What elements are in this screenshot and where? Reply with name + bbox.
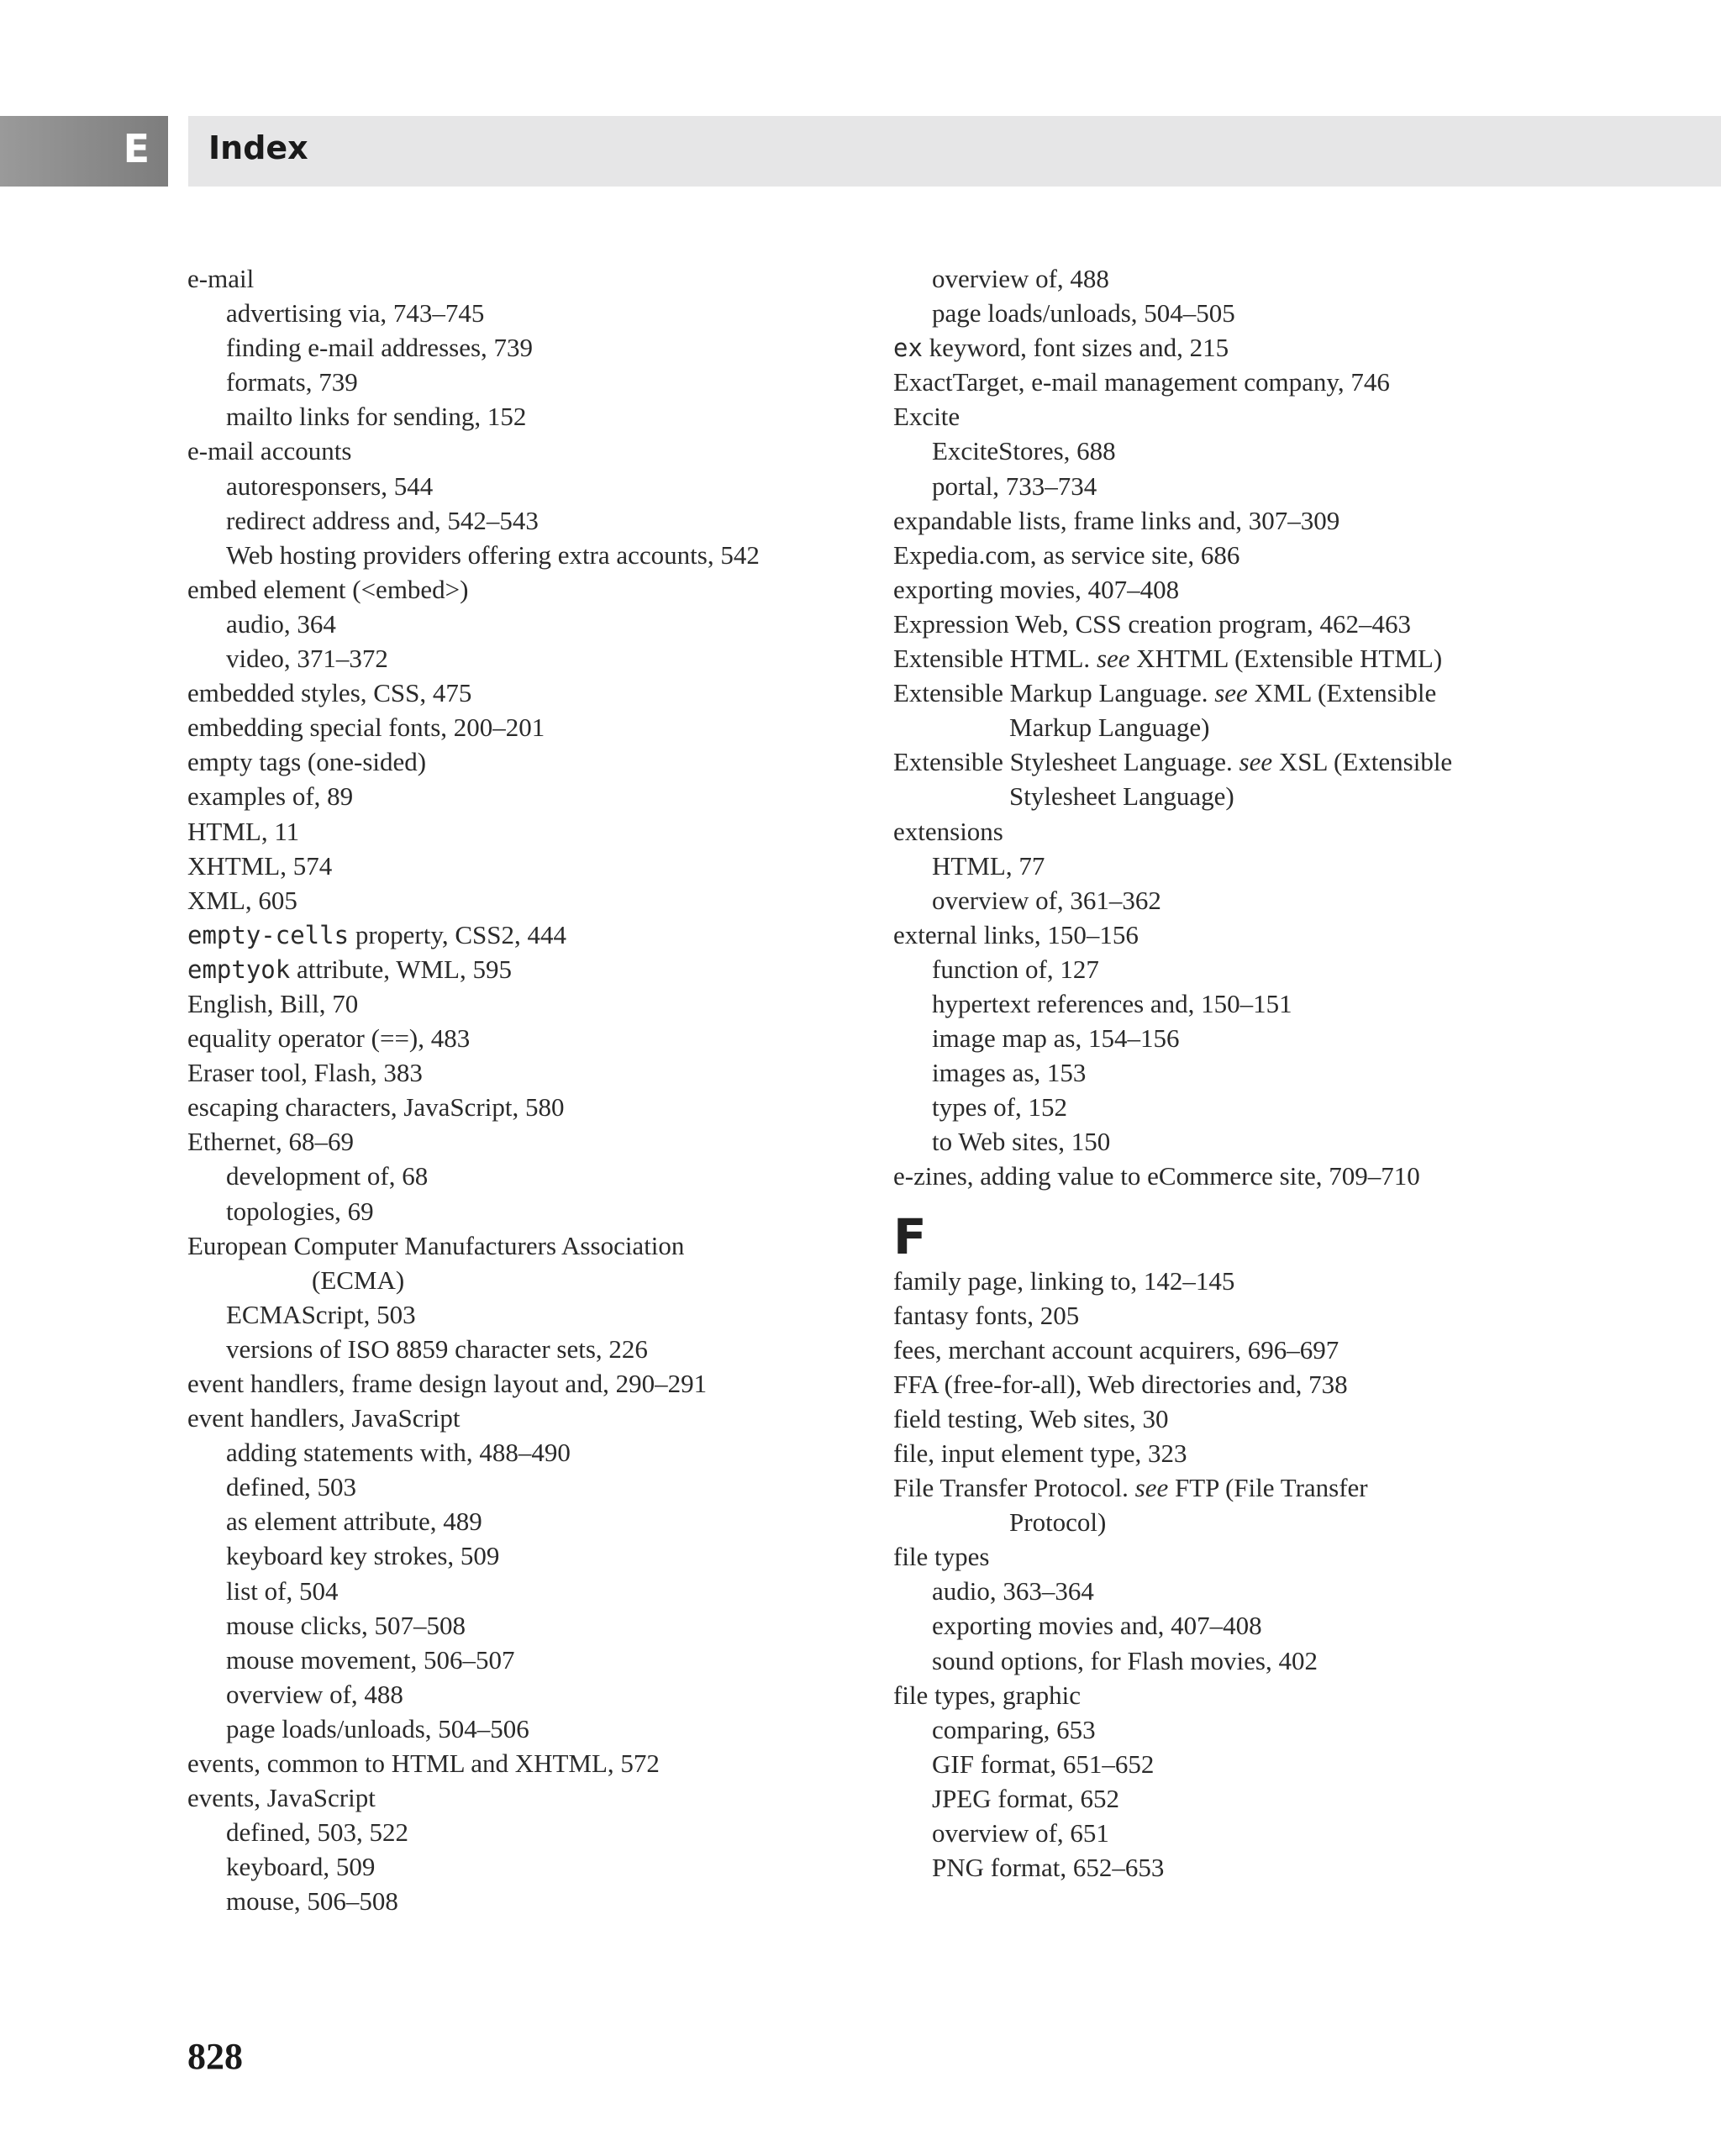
index-subentry: JPEG format, 652 [932, 1783, 1120, 1813]
index-subentry: finding e-mail addresses, 739 [226, 333, 534, 363]
entry-text: property, CSS2, 444 [349, 919, 566, 949]
see-reference: see [1214, 678, 1248, 708]
index-subentry: to Web sites, 150 [932, 1127, 1111, 1157]
index-subentry: as element attribute, 489 [226, 1507, 482, 1537]
index-entry: Expression Web, CSS creation program, 462–463 [893, 608, 1411, 639]
entry-text: Extensible Stylesheet Language. [893, 747, 1239, 777]
index-subentry: HTML, 77 [932, 850, 1045, 881]
index-subentry: audio, 364 [226, 608, 336, 639]
index-subentry: image map as, 154–156 [932, 1023, 1180, 1054]
entry-text: FTP (File Transfer [1168, 1473, 1368, 1503]
index-subentry: sound options, for Flash movies, 402 [932, 1645, 1318, 1675]
index-subentry: redirect address and, 542–543 [226, 505, 539, 535]
entry-text: Extensible Markup Language. [893, 678, 1215, 708]
header-bar [188, 116, 1721, 187]
entry-text: XML (Extensible [1247, 678, 1437, 708]
code-term: ex [893, 334, 923, 363]
index-entry: e-mail [187, 264, 255, 293]
index-subentry: hypertext references and, 150–151 [932, 988, 1292, 1018]
index-entry: embedding special fonts, 200–201 [187, 713, 545, 743]
index-subentry: topologies, 69 [226, 1196, 374, 1226]
index-subentry: overview of, 651 [932, 1818, 1109, 1848]
index-entry: family page, linking to, 142–145 [893, 1265, 1235, 1296]
page-number: 828 [187, 2036, 243, 2077]
index-entry: XHTML, 574 [187, 850, 333, 881]
index-subentry: keyboard key strokes, 509 [226, 1541, 500, 1571]
index-entry: file, input element type, 323 [893, 1438, 1187, 1468]
index-entry: e-zines, adding value to eCommerce site, 709–710 [893, 1161, 1420, 1191]
code-term: emptyok [187, 954, 291, 984]
index-subentry: audio, 363–364 [932, 1576, 1094, 1606]
index-subentry: function of, 127 [932, 954, 1099, 984]
code-term: empty-cells [187, 920, 350, 949]
index-entry-continuation: Protocol) [1009, 1507, 1107, 1538]
see-reference: see [1096, 644, 1130, 674]
section-tab [0, 116, 168, 187]
index-entry: Ethernet, 68–69 [187, 1127, 355, 1157]
index-subentry: defined, 503, 522 [226, 1817, 408, 1848]
index-subentry: autoresponsers, 544 [226, 471, 434, 501]
index-entry: Excite [893, 402, 960, 432]
index-subentry: overview of, 361–362 [932, 885, 1161, 915]
index-subentry: page loads/unloads, 504–505 [932, 298, 1235, 329]
entry-text: Extensible HTML. [893, 644, 1097, 674]
index-entry-continuation: Markup Language) [1009, 713, 1210, 743]
entry-text: XHTML (Extensible HTML) [1129, 644, 1443, 674]
index-entry: European Computer Manufacturers Association [187, 1230, 685, 1260]
index-entry: XML, 605 [187, 885, 297, 915]
index-entry: events, common to HTML and XHTML, 572 [187, 1748, 660, 1779]
index-entry-continuation: Stylesheet Language) [1009, 781, 1234, 812]
index-column-right [893, 261, 1683, 1885]
index-entry: English, Bill, 70 [187, 988, 359, 1018]
index-subentry: page loads/unloads, 504–506 [226, 1713, 529, 1743]
index-subentry: mailto links for sending, 152 [226, 402, 527, 432]
entry-text: attribute, WML, 595 [290, 954, 512, 984]
index-subentry: mouse, 506–508 [226, 1886, 398, 1917]
see-reference: see [1134, 1473, 1169, 1503]
index-subentry: versions of ISO 8859 character sets, 226 [226, 1333, 648, 1364]
entry-text: File Transfer Protocol. [893, 1473, 1135, 1503]
index-subentry: PNG format, 652–653 [932, 1853, 1165, 1883]
index-entry: examples of, 89 [187, 781, 354, 812]
index-section-letter: F [893, 1207, 927, 1265]
index-entry: ExactTarget, e-mail management company, 746 [893, 367, 1390, 397]
index-entry: empty tags (one-sided) [187, 747, 427, 777]
index-entry: equality operator (==), 483 [187, 1023, 471, 1054]
index-subentry: types of, 152 [932, 1092, 1068, 1123]
index-entry: escaping characters, JavaScript, 580 [187, 1092, 565, 1123]
index-subentry: comparing, 653 [932, 1714, 1096, 1744]
index-subentry: defined, 503 [226, 1472, 356, 1502]
index-subentry: video, 371–372 [226, 644, 388, 674]
index-entry [187, 918, 860, 952]
index-entry: e-mail accounts [187, 436, 352, 466]
index-entry: fantasy fonts, 205 [893, 1300, 1080, 1330]
index-subentry: portal, 733–734 [932, 471, 1097, 501]
index-entry-continuation: (ECMA) [312, 1265, 405, 1295]
index-entry: extensions [893, 816, 1003, 846]
index-subentry: formats, 739 [226, 367, 358, 397]
index-entry [893, 330, 1683, 365]
page-title: Index [208, 129, 308, 166]
index-entry: field testing, Web sites, 30 [893, 1403, 1169, 1433]
index-entry-cross-reference [893, 641, 1683, 676]
index-entry: embed element (<embed>) [187, 574, 469, 604]
index-subentry: images as, 153 [932, 1058, 1087, 1088]
index-subentry: Web hosting providers offering extra accounts, 542 [226, 539, 760, 570]
index-entry: event handlers, frame design layout and, 290–291 [187, 1369, 708, 1398]
index-entry: file types [893, 1542, 990, 1572]
index-entry: Expedia.com, as service site, 686 [893, 539, 1240, 570]
index-subentry: exporting movies and, 407–408 [932, 1611, 1262, 1641]
index-entry: FFA (free-for-all), Web directories and, 738 [893, 1369, 1348, 1399]
index-entry: external links, 150–156 [893, 919, 1139, 949]
index-entry: embedded styles, CSS, 475 [187, 678, 472, 708]
index-entry [187, 952, 860, 986]
see-reference: see [1239, 747, 1273, 777]
index-subentry: ECMAScript, 503 [226, 1299, 416, 1329]
index-entry: exporting movies, 407–408 [893, 574, 1180, 604]
section-tab-letter: E [123, 126, 150, 171]
index-subentry: advertising via, 743–745 [226, 298, 485, 329]
index-entry: events, JavaScript [187, 1783, 376, 1813]
index-entry: expandable lists, frame links and, 307–309 [893, 505, 1340, 535]
index-subentry: adding statements with, 488–490 [226, 1438, 571, 1468]
index-entry: event handlers, JavaScript [187, 1403, 461, 1433]
entry-text: XSL (Extensible [1272, 747, 1453, 777]
index-subentry: keyboard, 509 [226, 1852, 376, 1882]
index-subentry: GIF format, 651–652 [932, 1748, 1155, 1779]
index-column-left [187, 261, 860, 1919]
index-entry: fees, merchant account acquirers, 696–697 [893, 1334, 1339, 1365]
index-subentry: list of, 504 [226, 1575, 339, 1606]
index-entry-cross-reference [893, 676, 1683, 710]
index-entry: HTML, 11 [187, 816, 300, 846]
index-subentry: overview of, 488 [932, 264, 1109, 293]
index-entry: Eraser tool, Flash, 383 [187, 1058, 423, 1088]
index-subentry: mouse movement, 506–507 [226, 1644, 515, 1675]
entry-text: keyword, font sizes and, 215 [922, 333, 1229, 363]
index-entry-cross-reference [893, 744, 1683, 779]
index-entry-cross-reference [893, 1470, 1683, 1505]
index-subentry: overview of, 488 [226, 1679, 403, 1709]
index-subentry: development of, 68 [226, 1161, 429, 1191]
index-subentry: ExciteStores, 688 [932, 436, 1116, 466]
index-entry: file types, graphic [893, 1680, 1081, 1710]
index-subentry: mouse clicks, 507–508 [226, 1610, 466, 1640]
